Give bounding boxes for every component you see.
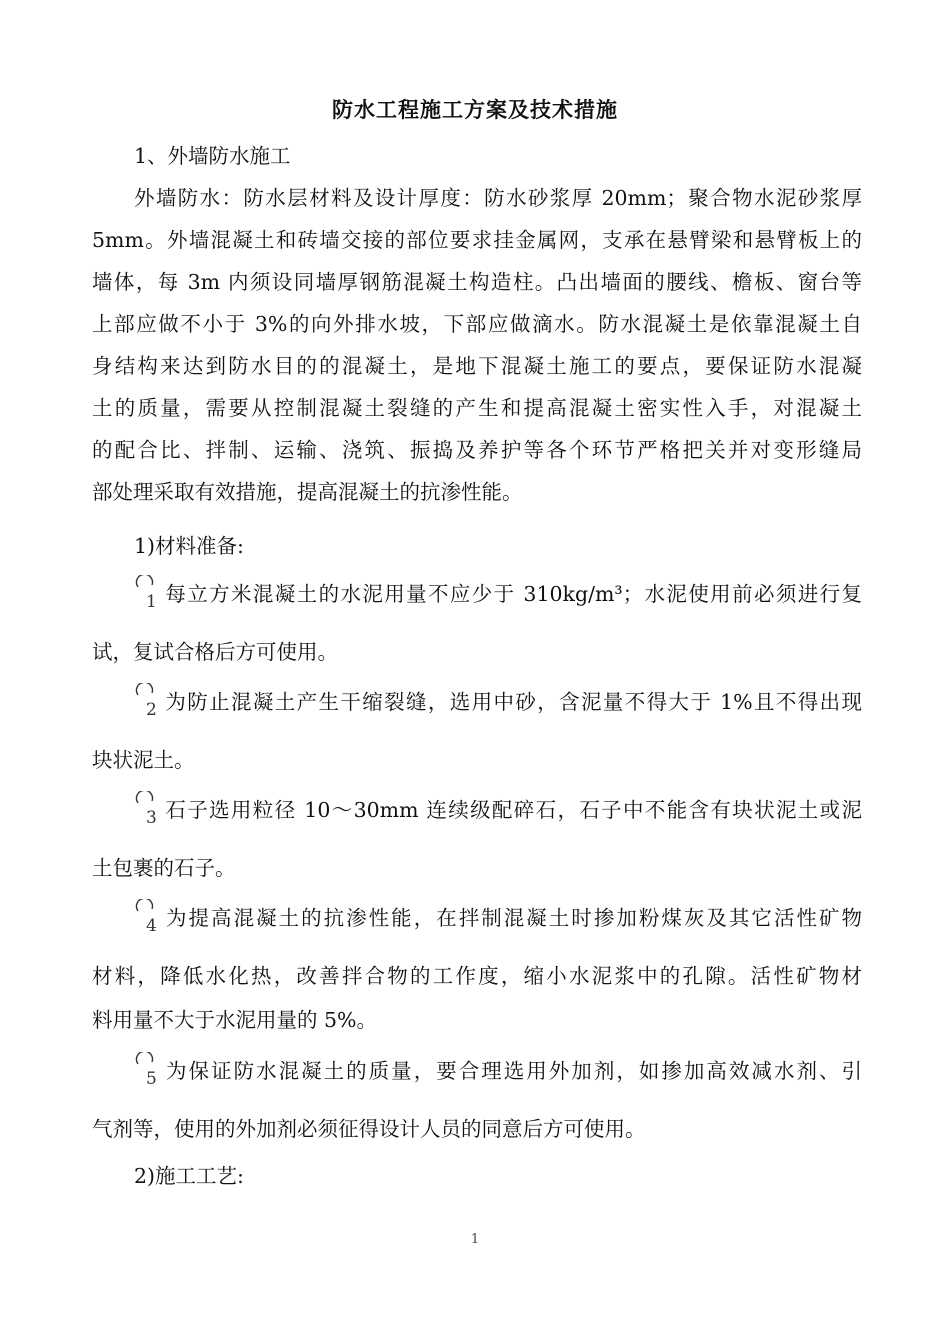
circled-number-icon: 3 (134, 797, 160, 823)
intro-line: 身结构来达到防水目的的混凝土，是地下混凝土施工的要点，要保证防水混凝 (92, 354, 862, 378)
list-item-text: 为提高混凝土的抗渗性能，在拌制混凝土时掺加粉煤灰及其它活性矿物 (164, 906, 862, 930)
intro-line: 墙体，每 3m 内须设同墙厚钢筋混凝土构造柱。凸出墙面的腰线、檐板、窗台等 (92, 270, 862, 294)
circled-number-icon: 4 (134, 905, 160, 931)
list-item (134, 687, 862, 720)
section-heading: 1、外墙防水施工 (134, 144, 291, 168)
intro-line: 上部应做不小于 3%的向外排水坡，下部应做滴水。防水混凝土是依靠混凝土自 (92, 312, 862, 336)
list-item-continuation: 料用量不大于水泥用量的 5%。 (92, 1008, 378, 1032)
list-item-continuation: 块状泥土。 (92, 748, 195, 772)
circled-number-icon: 1 (134, 581, 160, 607)
list-item (134, 1056, 862, 1089)
circled-number-icon: 2 (134, 689, 160, 715)
process-heading: 2)施工工艺: (134, 1164, 244, 1188)
intro-line: 外墙防水：防水层材料及设计厚度：防水砂浆厚 20mm；聚合物水泥砂浆厚 (134, 186, 862, 210)
intro-line: 的配合比、拌制、运输、浇筑、振捣及养护等各个环节严格把关并对变形缝局 (92, 438, 862, 462)
intro-line: 土的质量，需要从控制混凝土裂缝的产生和提高混凝土密实性入手，对混凝土 (92, 396, 862, 420)
circled-number-icon: 5 (134, 1058, 160, 1084)
list-item-continuation: 材料，降低水化热，改善拌合物的工作度，缩小水泥浆中的孔隙。活性矿物材 (92, 964, 862, 988)
page-number: 1 (470, 1232, 480, 1247)
list-item-text: 石子选用粒径 10～30mm 连续级配碎石，石子中不能含有块状泥土或泥 (164, 798, 862, 822)
list-item-text: 为保证防水混凝土的质量，要合理选用外加剂，如掺加高效减水剂、引 (164, 1059, 862, 1083)
list-item (134, 903, 862, 936)
intro-line: 5mm。外墙混凝土和砖墙交接的部位要求挂金属网，支承在悬臂梁和悬臂板上的 (92, 228, 862, 252)
list-item-continuation: 气剂等，使用的外加剂必须征得设计人员的同意后方可使用。 (92, 1117, 646, 1141)
materials-heading: 1)材料准备: (134, 534, 244, 558)
list-item-continuation: 试，复试合格后方可使用。 (92, 640, 338, 664)
list-item (134, 795, 862, 828)
list-item-continuation: 土包裹的石子。 (92, 856, 236, 880)
list-item-text: 每立方米混凝土的水泥用量不应少于 310kg/m³；水泥使用前必须进行复 (164, 582, 862, 606)
list-item-text: 为防止混凝土产生干缩裂缝，选用中砂，含泥量不得大于 1%且不得出现 (164, 690, 862, 714)
list-item (134, 579, 862, 612)
intro-line: 部处理采取有效措施，提高混凝土的抗渗性能。 (92, 480, 523, 504)
page-title: 防水工程施工方案及技术措施 (332, 97, 618, 122)
